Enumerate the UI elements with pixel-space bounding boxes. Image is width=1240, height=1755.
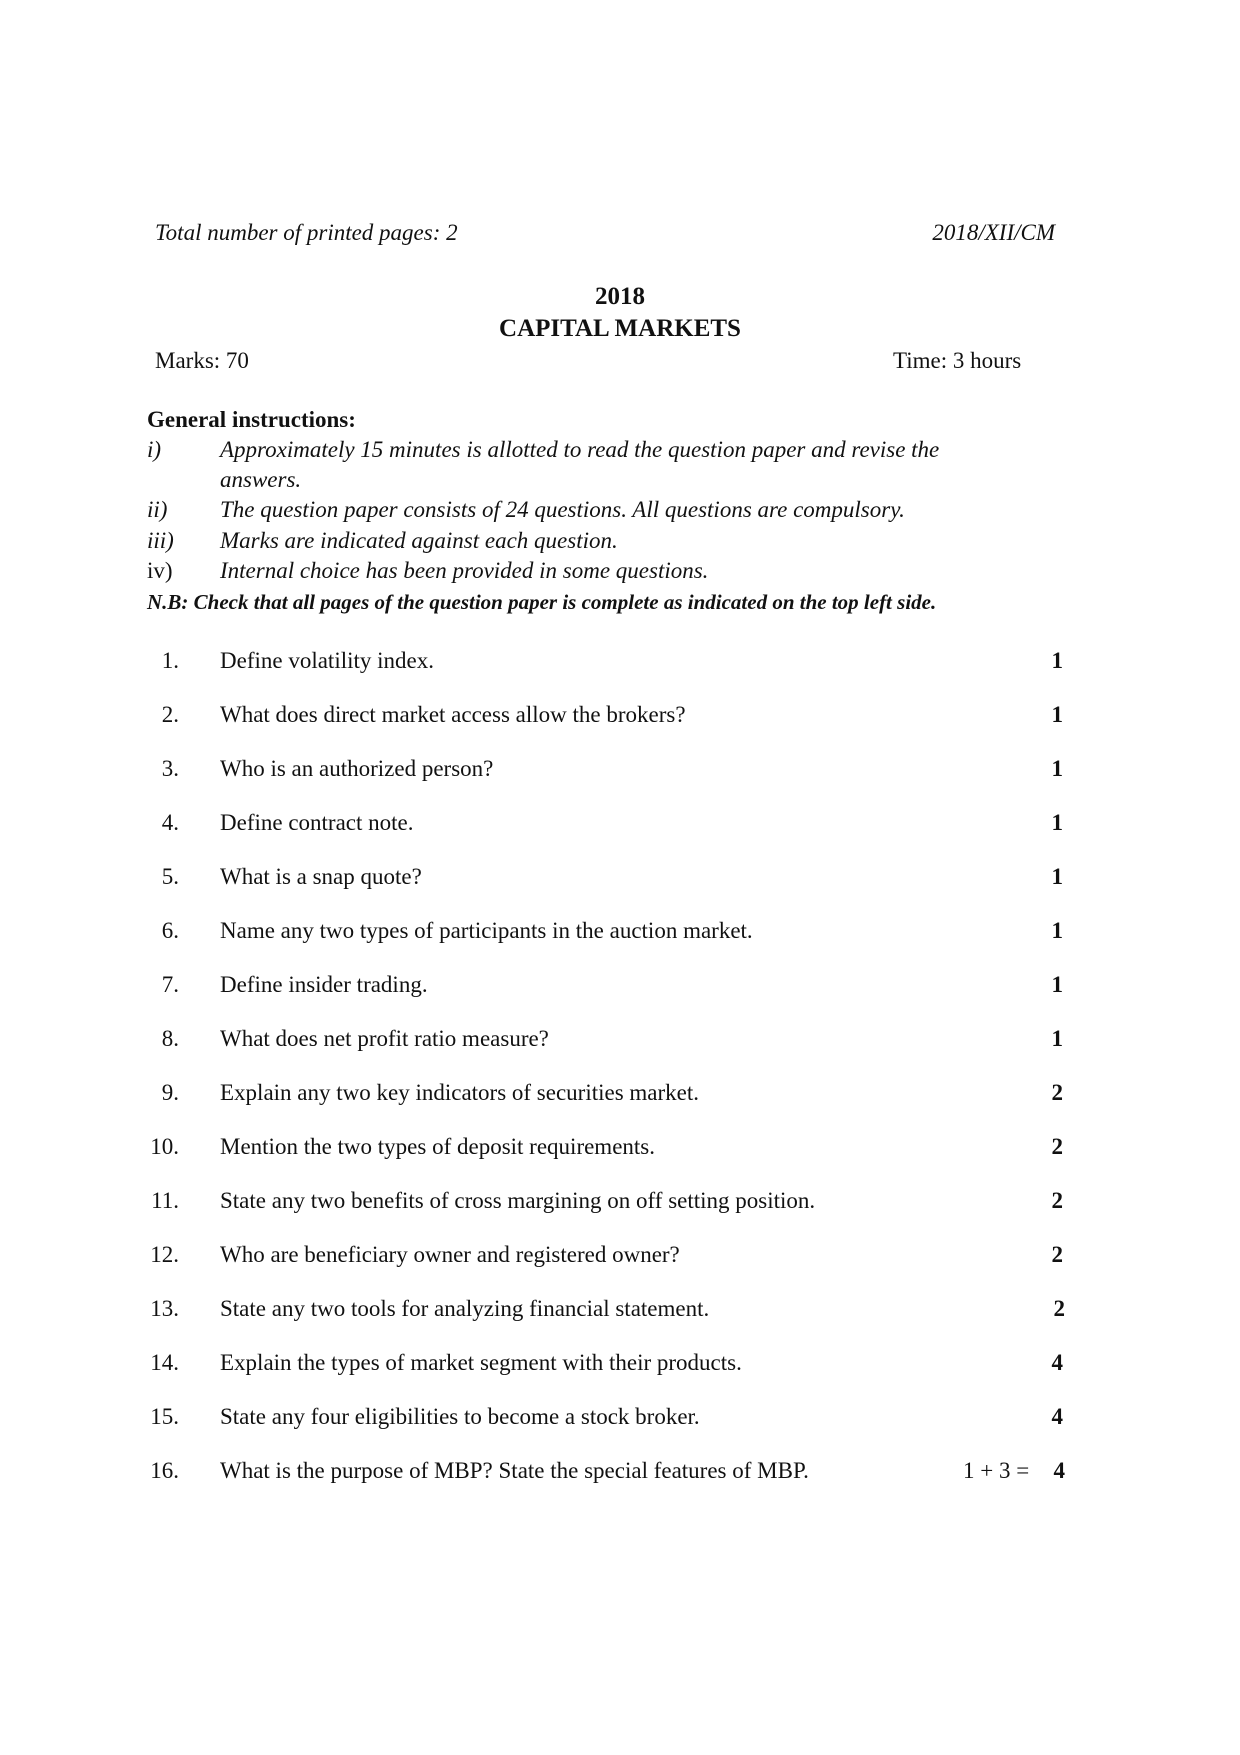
question-text: State any two benefits of cross margining on off setting position. — [220, 1188, 816, 1213]
question-text: Explain any two key indicators of securities market. — [220, 1080, 700, 1105]
question-marks: 4 — [1051, 1350, 1063, 1375]
question-row — [0, 1350, 1240, 1380]
total-marks: Marks: 70 — [155, 348, 249, 373]
question-number: 14. — [150, 1350, 179, 1375]
question-marks: 1 — [1051, 648, 1063, 673]
question-number: 1. — [161, 648, 179, 673]
question-text: Define insider trading. — [220, 972, 428, 997]
marks-split: 1 + 3 = — [963, 1458, 1030, 1483]
instruction-number: iv) — [147, 558, 173, 583]
time-allowed: Time: 3 hours — [893, 348, 1022, 373]
instruction-text: Marks are indicated against each question. — [220, 528, 618, 553]
question-row — [0, 1134, 1240, 1164]
question-number: 8. — [161, 1026, 179, 1051]
question-text: Mention the two types of deposit requirements. — [220, 1134, 656, 1159]
question-row — [0, 1458, 1240, 1488]
question-marks: 1 — [1051, 972, 1063, 997]
question-text: Who are beneficiary owner and registered owner? — [220, 1242, 680, 1267]
subject-title: CAPITAL MARKETS — [499, 315, 741, 342]
question-number: 2. — [161, 702, 179, 727]
question-row — [0, 864, 1240, 894]
question-text: Explain the types of market segment with their products. — [220, 1350, 742, 1375]
printed-pages-note: Total number of printed pages: 2 — [155, 220, 458, 245]
question-text: What does direct market access allow the brokers? — [220, 702, 686, 727]
question-marks: 1 — [1051, 1026, 1063, 1051]
question-marks: 1 — [1051, 810, 1063, 835]
instruction-text: The question paper consists of 24 questions. All questions are compulsory. — [220, 497, 905, 522]
question-text: State any four eligibilities to become a stock broker. — [220, 1404, 700, 1429]
question-marks: 4 — [1051, 1404, 1063, 1429]
question-row — [0, 810, 1240, 840]
question-number: 11. — [151, 1188, 179, 1213]
question-marks: 1 — [1051, 756, 1063, 781]
question-row — [0, 1188, 1240, 1218]
instruction-text: Internal choice has been provided in some questions. — [220, 558, 709, 583]
question-row — [0, 648, 1240, 678]
question-number: 13. — [150, 1296, 179, 1321]
question-marks: 1 — [1051, 702, 1063, 727]
question-row — [0, 1242, 1240, 1272]
question-number: 16. — [150, 1458, 179, 1483]
question-number: 4. — [161, 810, 179, 835]
question-number: 12. — [150, 1242, 179, 1267]
question-text: What is the purpose of MBP? State the special features of MBP. — [220, 1458, 809, 1483]
question-text: Define contract note. — [220, 810, 414, 835]
instruction-number: iii) — [147, 528, 174, 553]
question-marks: 1 — [1051, 864, 1063, 889]
question-marks: 2 — [1053, 1296, 1065, 1321]
instruction-number: i) — [147, 437, 162, 462]
question-marks: 4 — [1053, 1458, 1065, 1483]
instruction-text: Approximately 15 minutes is allotted to read the question paper and revise the — [220, 437, 940, 462]
question-row — [0, 1296, 1240, 1326]
nb-note: N.B: Check that all pages of the question paper is complete as indicated on the top left side. — [147, 590, 937, 614]
question-number: 3. — [161, 756, 179, 781]
question-number: 5. — [161, 864, 179, 889]
question-number: 9. — [161, 1080, 179, 1105]
question-marks: 2 — [1051, 1080, 1063, 1105]
question-text: Define volatility index. — [220, 648, 434, 673]
question-text: What is a snap quote? — [220, 864, 422, 889]
question-number: 6. — [161, 918, 179, 943]
exam-year: 2018 — [595, 283, 645, 310]
question-number: 10. — [150, 1134, 179, 1159]
question-text: What does net profit ratio measure? — [220, 1026, 549, 1051]
question-text: Who is an authorized person? — [220, 756, 494, 781]
paper-code: 2018/XII/CM — [932, 220, 1055, 245]
question-marks: 2 — [1051, 1134, 1063, 1159]
question-marks: 2 — [1051, 1242, 1063, 1267]
question-row — [0, 702, 1240, 732]
question-row — [0, 1026, 1240, 1056]
question-marks: 1 — [1051, 918, 1063, 943]
instructions-heading: General instructions: — [147, 407, 356, 432]
instruction-text-continued: answers. — [220, 467, 302, 492]
question-row — [0, 1080, 1240, 1110]
question-number: 15. — [150, 1404, 179, 1429]
question-row — [0, 918, 1240, 948]
question-row — [0, 756, 1240, 786]
instruction-number: ii) — [147, 497, 168, 522]
question-row — [0, 1404, 1240, 1434]
question-marks: 2 — [1051, 1188, 1063, 1213]
question-text: Name any two types of participants in the auction market. — [220, 918, 753, 943]
question-text: State any two tools for analyzing financial statement. — [220, 1296, 710, 1321]
question-number: 7. — [161, 972, 179, 997]
question-row — [0, 972, 1240, 1002]
